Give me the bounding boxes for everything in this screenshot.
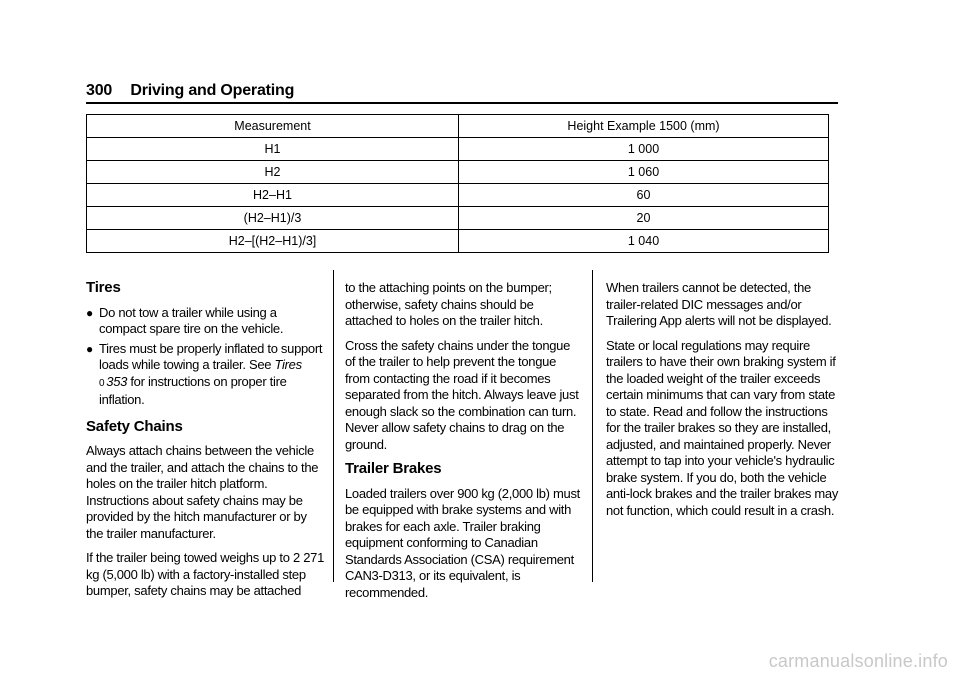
- column-divider: [592, 270, 593, 582]
- paragraph: Loaded trailers over 900 kg (2,000 lb) must be equipped with brake systems and with brakes for each axle. Trailer braking equipment conforming to Canadian Standards Association (CSA) requirement CAN3-D313, or its equivalent, is recommended.: [345, 485, 580, 600]
- table-row: [87, 184, 829, 207]
- table-row: [87, 207, 829, 230]
- column-divider: [333, 270, 334, 582]
- tires-link[interactable]: Tires: [274, 357, 302, 372]
- page-reference-icon: 0: [99, 377, 105, 389]
- list-item: ● Tires must be properly inflated to support loads while towing a trailer. See Tires 0 353 for instructions on proper tire inflation.: [86, 340, 323, 407]
- bullet-icon: ●: [86, 305, 93, 320]
- page-number: 300: [86, 82, 113, 99]
- section-title: Driving and Operating: [130, 82, 295, 99]
- page-header: [86, 82, 838, 104]
- table-cell: H2–[(H2–H1)/3]: [87, 230, 459, 253]
- table-cell: H2–H1: [87, 184, 459, 207]
- text-column-2: [345, 280, 583, 609]
- tires-page-link[interactable]: 353: [106, 373, 128, 389]
- table-cell: (H2–H1)/3: [87, 207, 459, 230]
- tires-heading: Tires: [86, 279, 121, 296]
- table-header-row: [87, 115, 829, 138]
- paragraph: If the trailer being towed weighs up to 2 271 kg (5,000 lb) with a factory-installed step bumper, safety chains may be attached: [86, 550, 324, 598]
- table-row: [87, 230, 829, 253]
- paragraph: to the attaching points on the bumper; otherwise, safety chains should be attached to holes on the trailer hitch.: [345, 280, 552, 328]
- column-header: Measurement: [87, 115, 459, 138]
- paragraph: Always attach chains between the vehicle and the trailer, and attach the chains to the holes on the trailer hitch platform. Instructions about safety chains may be provided by the hitch manufacturer or by the trailer manufacturer.: [86, 443, 319, 541]
- table-cell: 20: [459, 207, 829, 230]
- safety-chains-heading: Safety Chains: [86, 417, 183, 435]
- text-column-3: [606, 280, 844, 527]
- text-column-1: [86, 280, 324, 608]
- paragraph: Cross the safety chains under the tongue of the trailer to help prevent the tongue from contacting the road if it becomes separated from the hitch. Always leave just enough slack so the combination can turn. Never allow safety chains to drag on the ground.: [345, 337, 579, 452]
- table-cell: H1: [87, 138, 459, 161]
- bullet-icon: ●: [86, 341, 93, 356]
- column-header: Height Example 1500 (mm): [459, 115, 829, 138]
- measurement-table: [86, 114, 829, 253]
- table-cell: 1 000: [459, 138, 829, 161]
- table-cell: H2: [87, 161, 459, 184]
- table-cell: 1 060: [459, 161, 829, 184]
- table-cell: 60: [459, 184, 829, 207]
- header-rule: [86, 102, 838, 104]
- watermark: carmanualsonline.info: [768, 651, 948, 671]
- table-row: [87, 161, 829, 184]
- paragraph: State or local regulations may require trailers to have their own braking system if the loaded weight of the trailer exceeds certain minimums that can vary from state to state. Read and follow the instructions for the trailer brakes so they are installed, adjusted, and maintained properly. Never attempt to tap into your vehicle's hydraulic brake system. If you do, both the vehicle anti-lock brakes and the trailer brakes may not function, which could result in a crash.: [606, 337, 839, 518]
- paragraph: When trailers cannot be detected, the trailer-related DIC messages and/or Trailering App alerts will not be displayed.: [606, 280, 832, 328]
- list-item: ● Do not tow a trailer while using a compact spare tire on the vehicle.: [86, 304, 284, 336]
- trailer-brakes-heading: Trailer Brakes: [345, 460, 442, 477]
- table-cell: 1 040: [459, 230, 829, 253]
- table-row: [87, 138, 829, 161]
- tires-bullet-list: [86, 305, 324, 409]
